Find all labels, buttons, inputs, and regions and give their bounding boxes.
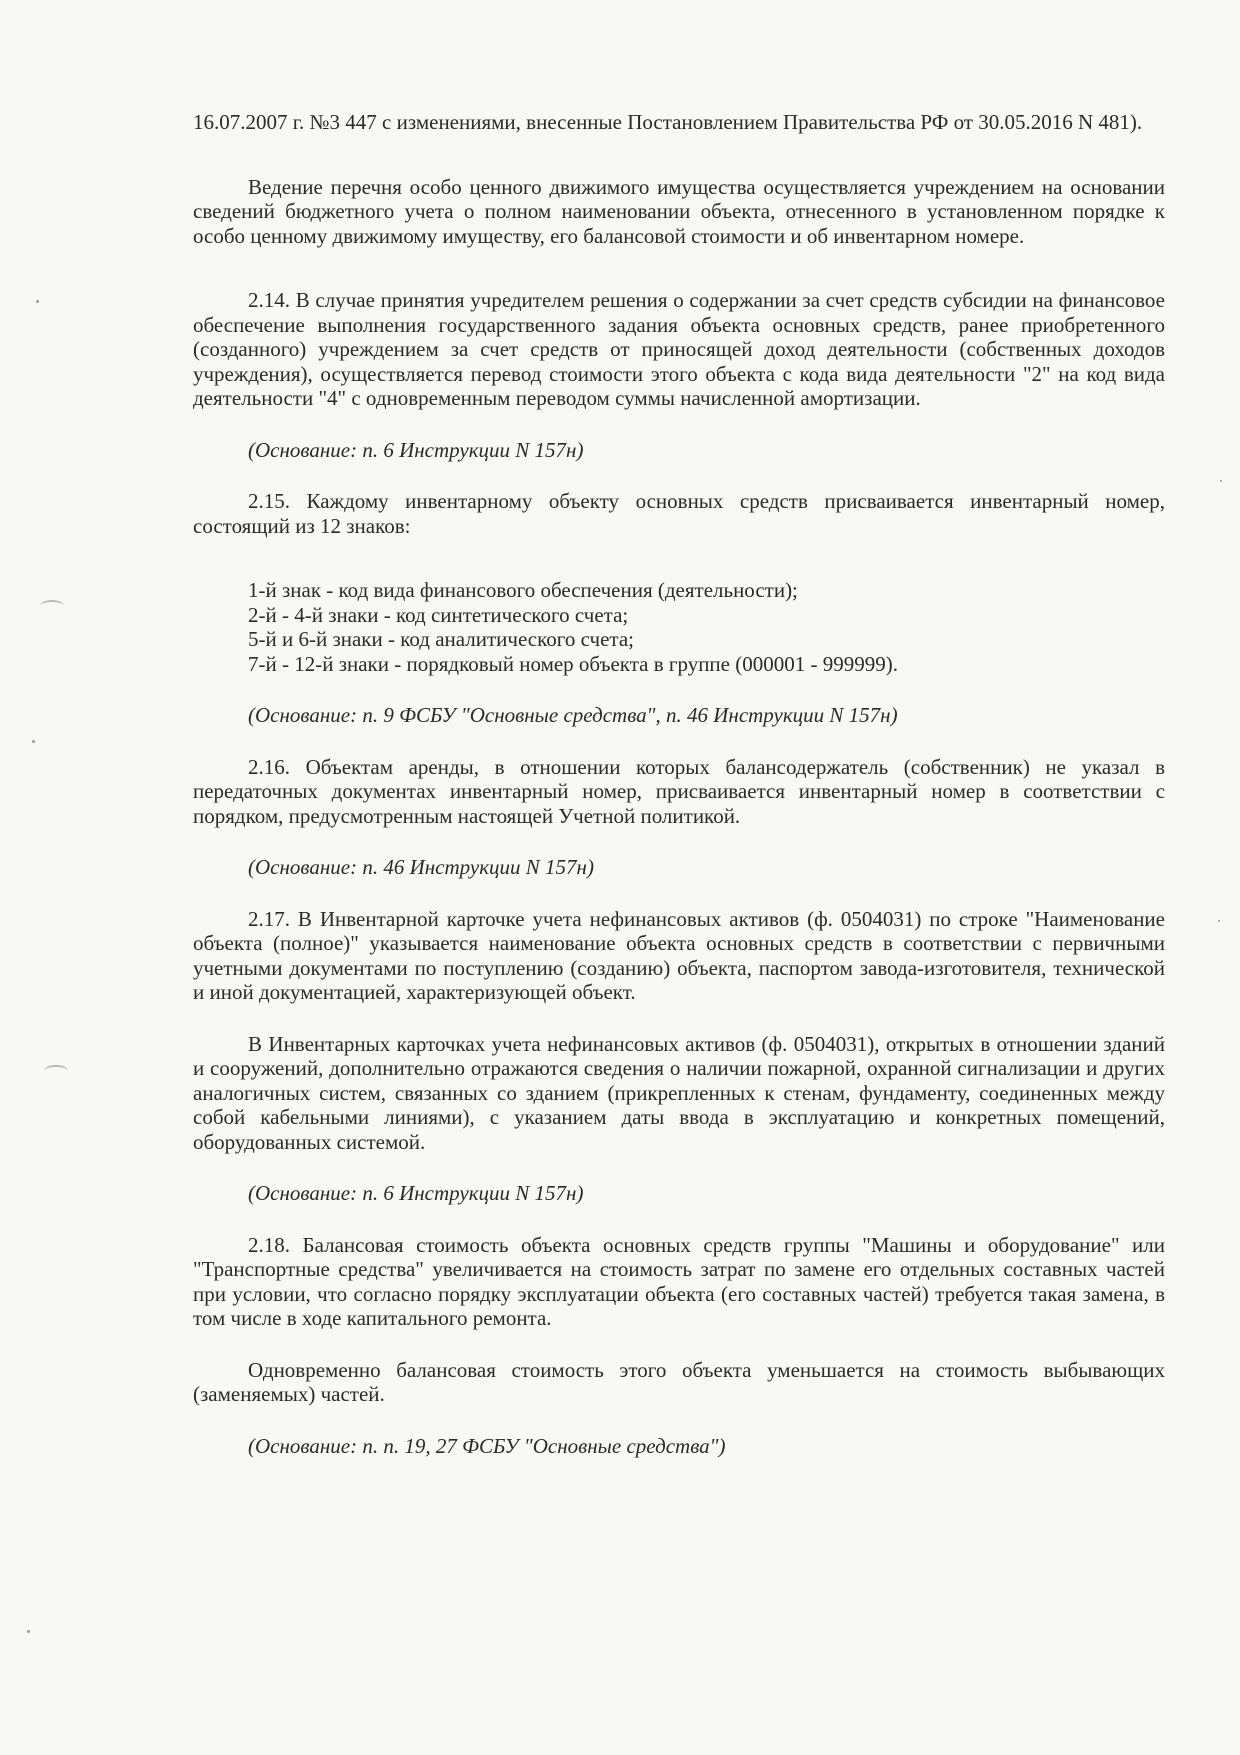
basis-note: (Основание: п. 46 Инструкции N 157н)	[248, 855, 594, 879]
scan-speck	[27, 1630, 30, 1633]
scan-speck	[1220, 480, 1222, 482]
list-item: 2-й - 4-й знаки - код синтетического счета;	[248, 602, 629, 627]
scan-artifact	[40, 600, 64, 612]
paragraph-reduction: Одновременно балансовая стоимость этого объекта уменьшается на стоимость выбывающих (заменяемых) частей.	[193, 1357, 1165, 1406]
paragraph-2-14: 2.14. В случае принятия учредителем решения о содержании за счет средств субсидии на финансовое обеспечение выполнения государственного задания объекта основных средств, ранее приобретенного (созданного) учреждением за счет средств от приносящей доход деятельности (собственных доходов учреждения), осуществляется перевод стоимости этого объекта с кода вида деятельности "2" на код вида деятельности "4" с одновременным переводом суммы начисленной амортизации.	[193, 288, 1165, 410]
paragraph-continuation: 16.07.2007 г. №3 447 с изменениями, внесенные Постановлением Правительства РФ от 30.05.2016 N 481).	[193, 110, 1143, 134]
paragraph-2-16: 2.16. Объектам аренды, в отношении которых балансодержатель (собственник) не указал в передаточных документах инвентарный номер, присваивается инвентарный номер в соответствии с порядком, предусмотренным настоящей Учетной политикой.	[193, 754, 1165, 828]
scan-speck	[36, 300, 39, 303]
basis-note: (Основание: п. 9 ФСБУ "Основные средства", п. 46 Инструкции N 157н)	[248, 703, 898, 727]
scan-artifact	[44, 1065, 68, 1077]
document-body	[193, 110, 1165, 1458]
basis-note: (Основание: п. п. 19, 27 ФСБУ "Основные средства")	[248, 1433, 726, 1458]
basis-note: (Основание: п. 6 Инструкции N 157н)	[248, 1181, 584, 1205]
paragraph-ocdi-list: Ведение перечня особо ценного движимого имущества осуществляется учреждением на основании сведений бюджетного учета о полном наименовании объекта, отнесенного в установленном порядке к особо ценному движимому имуществу, его балансовой стоимости и об инвентарном номере.	[193, 174, 1165, 248]
paragraph-inventory-cards: В Инвентарных карточках учета нефинансовых активов (ф. 0504031), открытых в отношении зданий и сооружений, дополнительно отражаются сведения о наличии пожарной, охранной сигнализации и других аналогичных систем, связанных со зданием (прикрепленных к стенам, фундаменту, соединенных между собой кабельными линиями), с указанием даты ввода в эксплуатацию и конкретных помещений, оборудованных системой.	[193, 1031, 1165, 1154]
scan-speck	[32, 740, 35, 743]
scan-speck	[1218, 920, 1220, 922]
paragraph-2-15: 2.15. Каждому инвентарному объекту основных средств присваивается инвентарный номер, состоящий из 12 знаков:	[193, 489, 1165, 538]
list-item: 7-й - 12-й знаки - порядковый номер объекта в группе (000001 - 999999).	[248, 651, 898, 676]
inventory-number-list	[193, 578, 1165, 676]
list-item: 1-й знак - код вида финансового обеспечения (деятельности);	[248, 578, 798, 602]
paragraph-2-17: 2.17. В Инвентарной карточке учета нефинансовых активов (ф. 0504031) по строке "Наименование объекта (полное)" указывается наименование объекта основных средств в соответствии с первичными учетными документами по поступлению (созданию) объекта, паспортом завода-изготовителя, технической и иной документацией, характеризующей объект.	[193, 906, 1165, 1004]
list-item: 5-й и 6-й знаки - код аналитического счета;	[248, 627, 634, 651]
basis-note: (Основание: п. 6 Инструкции N 157н)	[248, 437, 584, 462]
paragraph-2-18: 2.18. Балансовая стоимость объекта основных средств группы "Машины и оборудование" или "Транспортные средства" увеличивается на стоимость затрат по замене его отдельных составных частей при условии, что согласно порядку эксплуатации объекта (его составных частей) требуется такая замена, в том числе в ходе капитального ремонта.	[193, 1232, 1165, 1330]
